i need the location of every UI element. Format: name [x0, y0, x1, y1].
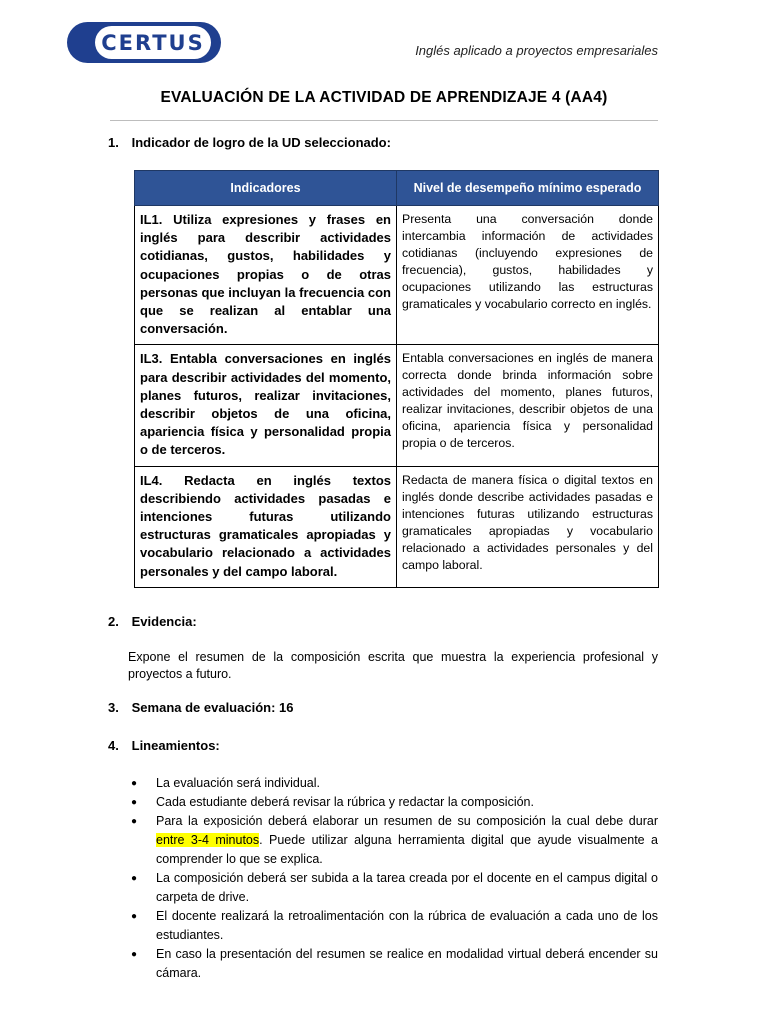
- logo-text: CERTUS: [101, 30, 205, 55]
- column-header-indicators: Indicadores: [135, 171, 397, 206]
- section-label: Lineamientos:: [131, 738, 220, 753]
- guideline-text: . Puede utilizar alguna herramienta digital que ayude visualmente a comprender lo que se explica.: [156, 833, 658, 866]
- section-4-heading: [108, 738, 220, 753]
- section-1-heading: [108, 135, 391, 150]
- bullet-icon: ●: [131, 797, 138, 808]
- section-number: 1.: [108, 135, 119, 150]
- section-number: 2.: [108, 614, 119, 629]
- logo-inner: [95, 26, 211, 59]
- guideline-text: La evaluación será individual.: [156, 776, 320, 790]
- table-row: [135, 466, 659, 587]
- guideline-text: Cada estudiante deberá revisar la rúbrica y redactar la composición.: [156, 795, 534, 809]
- guideline-text: La composición deberá ser subida a la tarea creada por el docente en el campus digital o carpeta de drive.: [156, 871, 658, 904]
- bullet-icon: ●: [131, 778, 138, 789]
- bullet-icon: ●: [131, 816, 138, 827]
- section-label: Indicador de logro de la UD seleccionado:: [131, 135, 391, 150]
- guidelines-list: [128, 774, 658, 983]
- table-header-row: [135, 171, 659, 206]
- list-item: [128, 812, 658, 869]
- bullet-icon: ●: [131, 949, 138, 960]
- highlighted-duration: entre 3-4 minutos: [156, 833, 260, 847]
- guideline-text: En caso la presentación del resumen se realice en modalidad virtual deberá encender su cámara.: [156, 947, 658, 980]
- performance-level-cell: Presenta una conversación donde intercambia información de actividades cotidianas (incluyendo expresiones de frecuencia), gustos, habilidades y ocupaciones utilizando las estructuras gramaticales y vocabulario correcto en inglés.: [397, 206, 659, 345]
- indicator-cell: IL3. Entabla conversaciones en inglés para describir actividades del momento, planes futuros, realizar invitaciones, describir objetos de una oficina, apariencia física y personalidad propia o de terceros.: [135, 345, 397, 466]
- performance-level-cell: Redacta de manera física o digital textos en inglés donde describe actividades pasadas e intenciones futuras utilizando estructuras gramaticales apropiadas y vocabulario relacionado a actividades personales y del campo laboral.: [397, 466, 659, 587]
- table-row: [135, 206, 659, 345]
- bullet-icon: ●: [131, 873, 138, 884]
- performance-level-cell: Entabla conversaciones en inglés de manera correcta donde brinda información sobre actividades del momento, planes futuros, realizar invitaciones, describir objetos de una oficina, apariencia física y personalidad propia o de terceros.: [397, 345, 659, 466]
- guideline-text: Para la exposición deberá elaborar un resumen de su composición la cual debe durar: [156, 814, 658, 828]
- section-3-heading: [108, 700, 293, 715]
- section-label: Semana de evaluación: 16: [131, 700, 294, 715]
- table-row: [135, 345, 659, 466]
- list-item: [128, 869, 658, 907]
- indicators-table: [134, 170, 659, 588]
- certus-logo: [67, 22, 221, 63]
- indicator-cell: IL4. Redacta en inglés textos describiendo actividades pasadas e intenciones futuras utilizando estructuras gramaticales apropiadas y vocabulario relacionado a actividades personales y del campo laboral.: [135, 466, 397, 587]
- list-item: [128, 793, 658, 812]
- evidence-text: Expone el resumen de la composición escrita que muestra la experiencia profesional y proyectos a futuro.: [128, 650, 658, 681]
- list-item: [128, 774, 658, 793]
- title-divider: [110, 120, 658, 121]
- list-item: [128, 907, 658, 945]
- guideline-text: El docente realizará la retroalimentación con la rúbrica de evaluación a cada uno de los estudiantes.: [156, 909, 658, 942]
- course-subtitle: Inglés aplicado a proyectos empresariales: [415, 43, 658, 58]
- section-2-heading: [108, 614, 197, 629]
- section-label: Evidencia:: [131, 614, 197, 629]
- indicator-cell: IL1. Utiliza expresiones y frases en inglés para describir actividades cotidianas, gustos, habilidades y ocupaciones propias o de otras personas que incluyan la frecuencia con que se realizan al entablar una conversación.: [135, 206, 397, 345]
- list-item: [128, 945, 658, 983]
- document-title: EVALUACIÓN DE LA ACTIVIDAD DE APRENDIZAJE 4 (AA4): [160, 89, 608, 106]
- column-header-performance-level: Nivel de desempeño mínimo esperado: [397, 171, 659, 206]
- section-number: 3.: [108, 700, 119, 715]
- section-number: 4.: [108, 738, 119, 753]
- bullet-icon: ●: [131, 911, 138, 922]
